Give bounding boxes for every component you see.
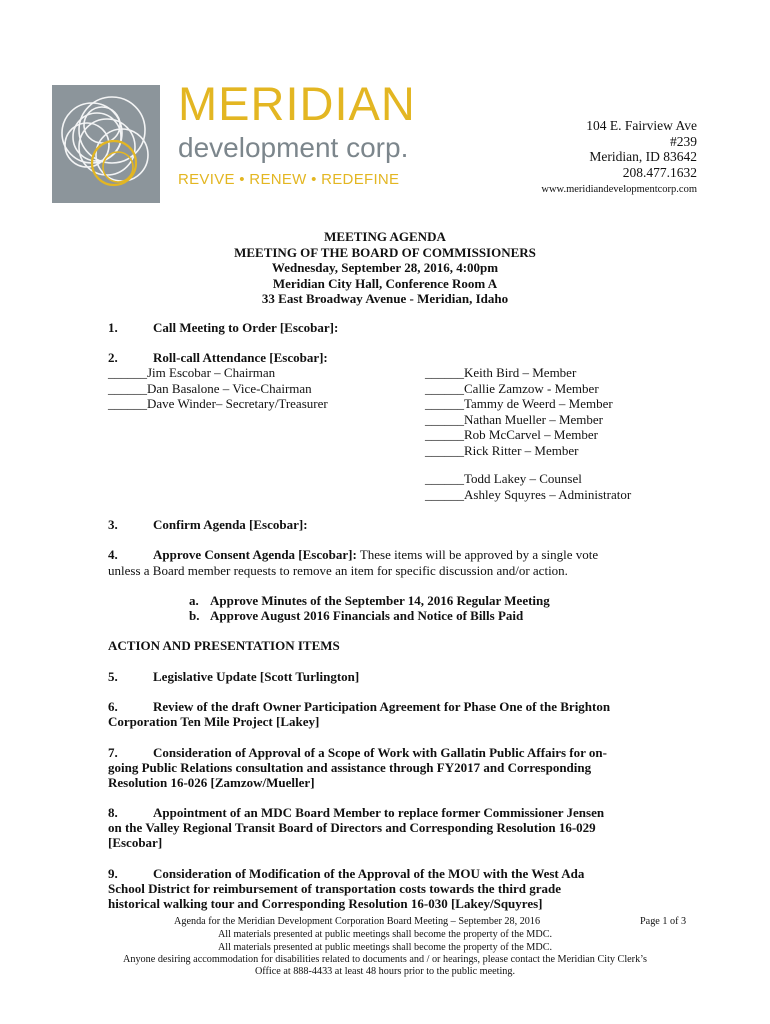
attendance-entry: ______Ashley Squyres – Administrator: [425, 486, 632, 502]
item-title: Call Meeting to Order [Escobar]:: [153, 320, 339, 335]
address-street: 104 E. Fairview Ave: [586, 118, 697, 133]
agenda-item-7: [108, 745, 607, 761]
attendance-entry: ______Nathan Mueller – Member: [425, 411, 603, 427]
item-title: Legislative Update [Scott Turlington]: [153, 669, 360, 684]
item-description-cont: unless a Board member requests to remove an item for specific discussion and/or action.: [108, 563, 568, 578]
agenda-heading: [0, 229, 770, 307]
item-number: 2.: [108, 350, 118, 365]
agenda-item-4: [108, 547, 599, 563]
heading-board: MEETING OF THE BOARD OF COMMISSIONERS: [234, 244, 536, 260]
item-number: 3.: [108, 517, 118, 532]
logo-mark: [52, 85, 160, 203]
agenda-item-5: [108, 669, 360, 685]
item-title: Roll-call Attendance [Escobar]:: [153, 350, 328, 365]
consent-label: b.: [189, 608, 200, 623]
item-title-cont: historical walking tour and Corresponding Resolution 16-030 [Lakey/Squyres]: [108, 896, 543, 911]
consent-text: Approve August 2016 Financials and Notice of Bills Paid: [210, 608, 524, 623]
heading-date: Wednesday, September 28, 2016, 4:00pm: [271, 260, 499, 275]
website-link[interactable]: www.meridiandevelopmentcorp.com: [541, 184, 697, 195]
heading-title: MEETING AGENDA: [324, 229, 446, 244]
attendance-entry: ______Dave Winder– Secretary/Treasurer: [108, 396, 328, 411]
footer-note-1: All materials presented at public meetings shall become the property of the MDC.: [217, 929, 553, 940]
item-number: 4.: [108, 547, 118, 562]
item-number: 5.: [108, 669, 118, 684]
address-city: Meridian, ID 83642: [589, 149, 697, 164]
attendance-entry: ______Dan Basalone – Vice-Chairman: [108, 380, 312, 396]
item-number: 7.: [108, 745, 118, 760]
rings-icon: [52, 85, 160, 203]
item-title-cont: Resolution 16-026 [Zamzow/Mueller]: [108, 775, 315, 790]
item-number: 6.: [108, 699, 118, 714]
agenda-item-2: [108, 350, 328, 366]
item-title-cont: going Public Relations consultation and assistance through FY2017 and Corresponding: [108, 760, 592, 775]
item-number: 8.: [108, 805, 118, 820]
item-description: These items will be approved by a single vote: [356, 547, 599, 562]
consent-item-a: [189, 593, 550, 609]
item-number: 9.: [108, 866, 118, 881]
address-suite: #239: [670, 133, 697, 149]
footer-title: Agenda for the Meridian Development Corporation Board Meeting – September 28, 2016: [174, 916, 541, 927]
page-number: Page 1 of 3: [640, 916, 687, 927]
attendance-right-list: [425, 365, 613, 458]
agenda-item-1: [108, 320, 339, 336]
address-block: [541, 118, 697, 198]
attendance-entry: ______Rob McCarvel – Member: [425, 427, 598, 442]
address-phone: 208.477.1632: [622, 164, 697, 180]
item-title: Appointment of an MDC Board Member to replace former Commissioner Jensen: [153, 805, 605, 820]
agenda-item-3: [108, 517, 308, 533]
item-title-cont: Corporation Ten Mile Project [Lakey]: [108, 714, 320, 729]
consent-text: Approve Minutes of the September 14, 2016 Regular Meeting: [210, 593, 550, 608]
attendance-entry: ______Tammy de Weerd – Member: [425, 396, 613, 411]
item-title: Consideration of Approval of a Scope of Work with Gallatin Public Affairs for on-: [153, 745, 607, 760]
item-title: Approve Consent Agenda [Escobar]:: [153, 547, 357, 562]
footer-accommodation-cont: Office at 888-4433 at least 48 hours prior to the public meeting.: [254, 966, 516, 977]
agenda-item-6: [108, 699, 611, 715]
agenda-item-8: [108, 805, 605, 821]
consent-item-b: [189, 608, 524, 624]
footer-note-2: All materials presented at public meetings shall become the property of the MDC.: [217, 942, 553, 953]
item-title: Consideration of Modification of the Approval of the MOU with the West Ada: [153, 866, 585, 881]
consent-label: a.: [189, 593, 199, 608]
item-title: Review of the draft Owner Participation Agreement for Phase One of the Brighton: [153, 699, 611, 714]
logo-subtitle: development corp.: [178, 132, 409, 163]
attendance-entry: ______Callie Zamzow - Member: [425, 380, 599, 396]
item-title-cont: School District for reimbursement of transportation costs towards the third grade: [108, 881, 562, 896]
logo-tagline: REVIVE • RENEW • REDEFINE: [178, 171, 400, 188]
attendance-entry: ______Keith Bird – Member: [425, 365, 577, 380]
heading-venue: Meridian City Hall, Conference Room A: [272, 275, 498, 291]
heading-address: 33 East Broadway Avenue - Meridian, Idaho: [261, 291, 509, 306]
logo-name: MERIDIAN: [178, 77, 416, 130]
section-title: ACTION AND PRESENTATION ITEMS: [108, 638, 340, 653]
item-title-cont: [Escobar]: [108, 835, 163, 850]
item-title: Confirm Agenda [Escobar]:: [153, 517, 308, 532]
attendance-entry: ______Todd Lakey – Counsel: [425, 471, 582, 486]
agenda-item-9: [108, 866, 585, 882]
item-number: 1.: [108, 320, 118, 335]
attendance-entry: ______Rick Ritter – Member: [425, 442, 579, 458]
attendance-staff-list: [425, 471, 631, 502]
attendance-entry: ______Jim Escobar – Chairman: [108, 365, 276, 380]
item-title-cont: on the Valley Regional Transit Board of Directors and Corresponding Resolution 16-029: [108, 820, 596, 835]
footer-accommodation: Anyone desiring accommodation for disabilities related to documents and / or hearings, please contact the Meridian City Clerk’s: [123, 954, 647, 965]
attendance-left-list: [108, 365, 328, 412]
